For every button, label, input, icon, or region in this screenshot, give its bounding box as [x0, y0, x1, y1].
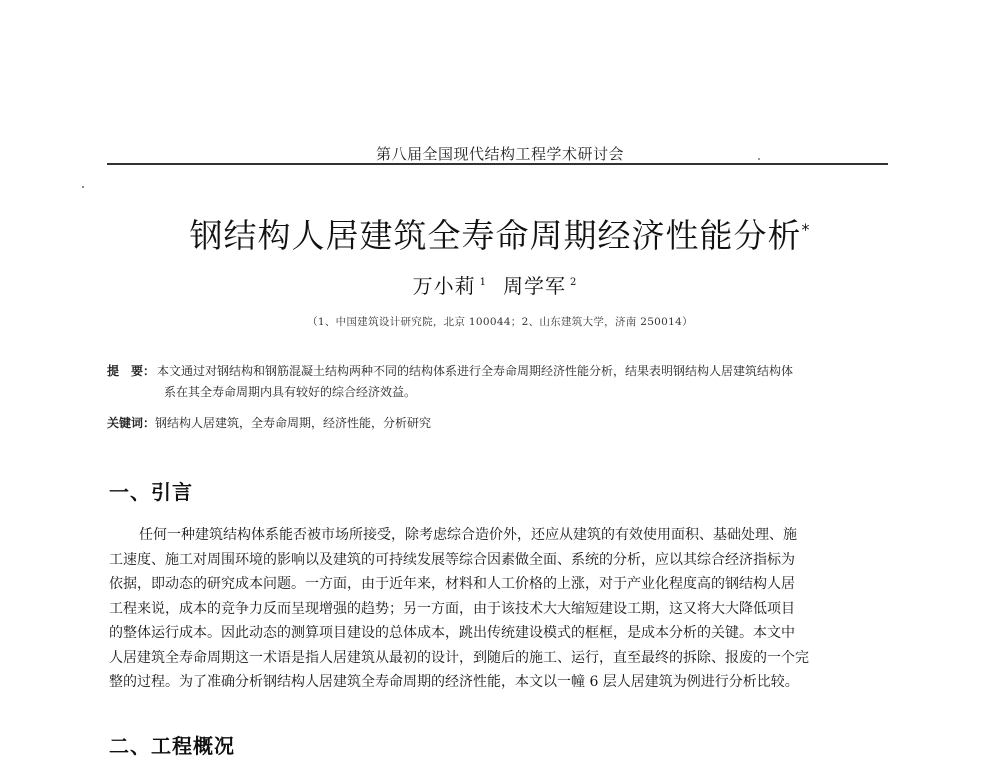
affiliation: （1、中国建筑设计研究院，北京 100044；2、山东建筑大学，济南 250014）	[307, 316, 693, 328]
abstract-label: 提 要：	[107, 364, 156, 378]
conference-header: 第八届全国现代结构工程学术研讨会	[375, 145, 624, 163]
paper-title-text: 钢结构人居建筑全寿命周期经济性能分析	[189, 216, 802, 255]
paragraph-line: 依据，即动态的研究成本问题。一方面，由于近年来，材料和人工价格的上涨，对于产业化程度高的钢结构人居	[109, 576, 795, 592]
abstract	[107, 361, 887, 403]
keywords-text: 钢结构人居建筑，全寿命周期，经济性能，分析研究	[155, 416, 432, 430]
keywords-label: 关键词：	[107, 416, 156, 430]
header-rule	[107, 163, 888, 165]
introduction-paragraph	[109, 523, 889, 695]
paragraph-line: 工程来说，成本的竞争力反而呈现增强的趋势；另一方面，由于该技术大大缩短建设工期，这又将大大降低项目	[109, 600, 795, 617]
paragraph-line: 整的过程。为了准确分析钢结构人居建筑全寿命周期的经济性能，本文以一幢 6 层人居建筑为例进行分析比较。	[109, 674, 799, 690]
section-heading-introduction: 一、引言	[109, 480, 193, 504]
scan-speck	[758, 158, 760, 160]
title-footnote-mark: *	[801, 220, 811, 239]
abstract-text: 本文通过对钢结构和钢筋混凝土结构两种不同的结构体系进行全寿命周期经济性能分析，结果表明钢结构人居建筑结构体	[157, 364, 794, 378]
paragraph-line: 任何一种建筑结构体系能否被市场所接受，除考虑综合造价外，还应从建筑的有效使用面积、基础处理、施	[139, 527, 797, 543]
keywords	[107, 413, 887, 434]
author-name: 万小莉	[412, 274, 476, 298]
paragraph-line: 工速度、施工对周围环境的影响以及建筑的可持续发展等综合因素做全面、系统的分析，应以其综合经济指标为	[109, 551, 795, 568]
author-name: 周学军	[503, 274, 566, 298]
author-affil-mark: 2	[570, 277, 578, 289]
abstract-text: 系在其全寿命周期内具有较好的综合经济效益。	[164, 385, 417, 399]
paragraph-line: 的整体运行成本。因此动态的测算项目建设的总体成本，跳出传统建设模式的框框，是成本分析的关键。本文中	[109, 625, 795, 641]
section-heading-project-overview: 二、工程概况	[109, 734, 235, 758]
scan-speck	[82, 186, 84, 188]
author-list	[0, 270, 1000, 299]
author-affil-mark: 1	[479, 277, 487, 289]
paper-title	[0, 210, 1000, 257]
paragraph-line: 人居建筑全寿命周期这一术语是指人居建筑从最初的设计，到随后的施工、运行，直至最终的拆除、报废的一个完	[109, 649, 809, 666]
